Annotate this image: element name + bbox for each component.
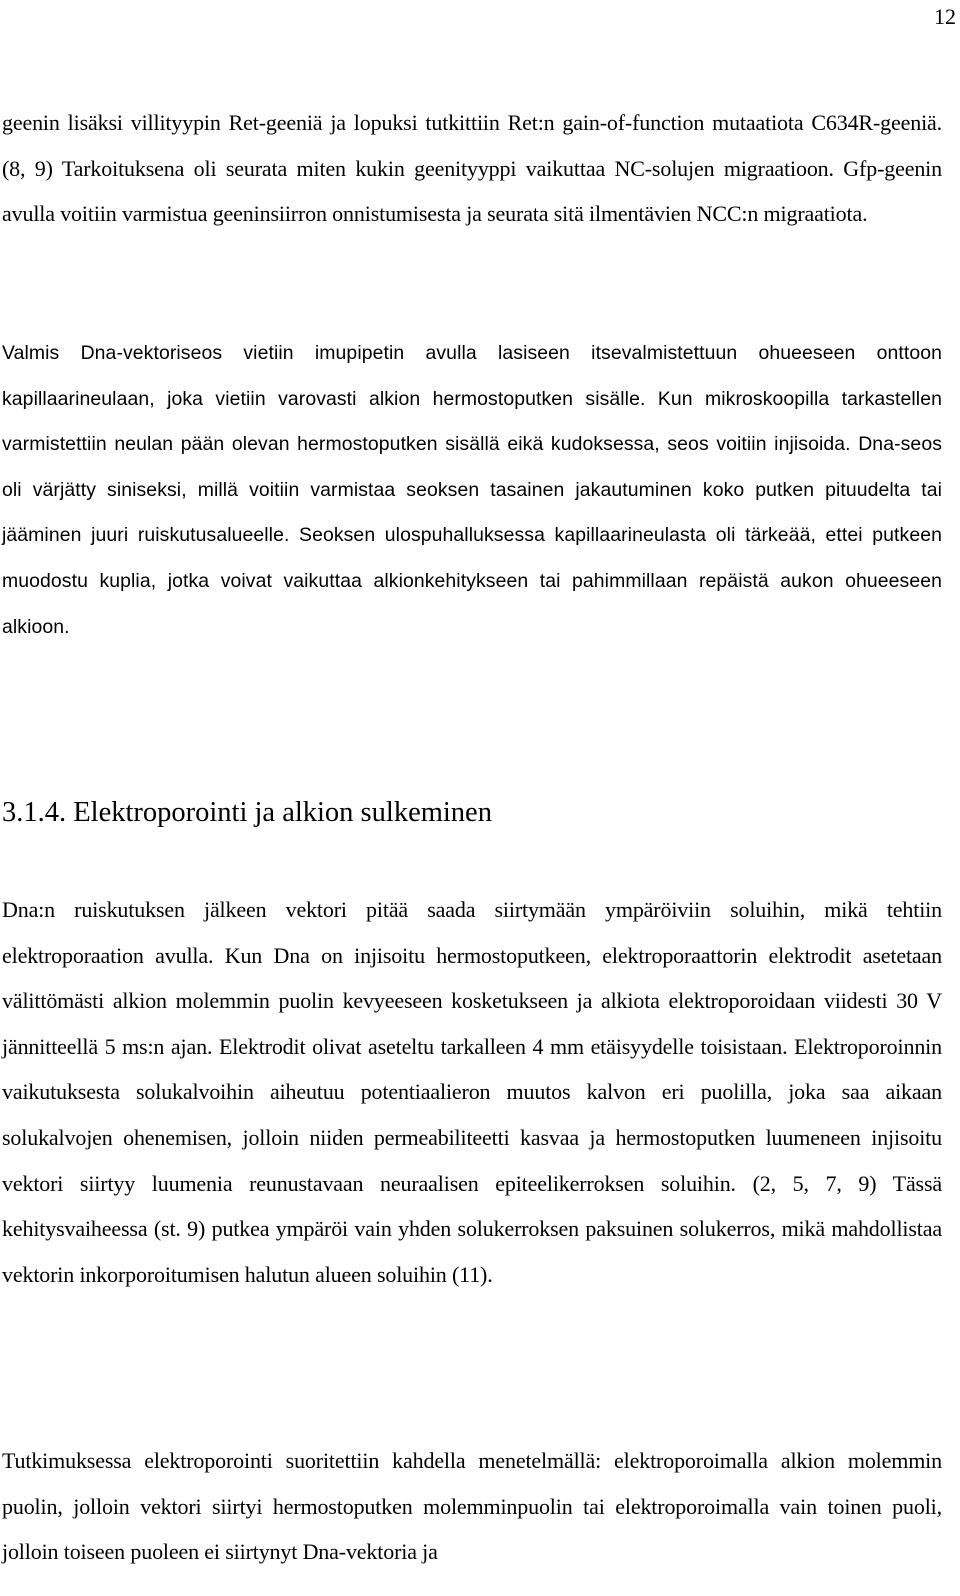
page-number: 12 [934, 4, 956, 29]
paragraph-gene-migration: geenin lisäksi villityypin Ret-geeniä ja lopuksi tutkittiin Ret:n gain-of-function mutaatiota C634R-geeniä. (8, 9) Tarkoituksena oli seurata miten kukin geenityyppi vaikuttaa NC-solujen migraatioon. Gfp-geenin avulla voitiin varmistua geeninsiirron onnistumisesta ja seurata sitä ilmentävien NCC:n migraatiota. [2, 110, 942, 227]
paragraph-electroporation-methods: Tutkimuksessa elektroporointi suoritettiin kahdella menetelmällä: elektroporoimalla alkion molemmin puolin, jolloin vektori siirtyi hermostoputken molemminpuolin tai elektroporoimalla vain toinen puoli, jolloin toiseen puoleen ei siirtynyt Dna-vektoria ja [2, 1448, 942, 1565]
section-heading: 3.1.4. Elektroporointi ja alkion sulkeminen [2, 797, 492, 828]
paragraph-electroporation: Dna:n ruiskutuksen jälkeen vektori pitää saada siirtymään ympäröiviin soluihin, mikä tehtiin elektroporaation avulla. Kun Dna on injisoitu hermostoputkeen, elektroporaattorin elektrodit asetetaan välittömästi alkion molemmin puolin kevyeeseen kosketukseen ja alkiota elektroporoidaan viidesti 30 V jännitteellä 5 ms:n ajan. Elektrodit olivat aseteltu tarkalleen 4 mm etäisyydelle toisistaan. Elektroporoinnin vaikutuksesta solukalvoihin aiheutuu potentiaalieron muutos kalvon eri puolilla, joka saa aikaan solukalvojen ohenemisen, jolloin niiden permeabiliteetti kasvaa ja hermostoputken luumeneen injisoitu vektori siirtyy luumenia reunustavaan neuraalisen epiteelikerroksen soluihin. (2, 5, 7, 9) Tässä kehitysvaiheessa (st. 9) putkea ympäröi vain yhden solukerroksen paksuinen solukerros, mikä mahdollistaa vektorin inkorporoitumisen halutun alueen soluihin (11). [2, 897, 942, 1287]
paragraph-dna-injection: Valmis Dna-vektoriseos vietiin imupipetin avulla lasiseen itsevalmistettuun ohueeseen onttoon kapillaarineulaan, joka vietiin varovasti alkion hermostoputken sisälle. Kun mikroskoopilla tarkastellen varmistettiin neulan pään olevan hermostoputken sisällä eikä kudoksessa, seos voitiin injisoida. Dna-seos oli värjätty siniseksi, millä voitiin varmistaa seoksen tasainen jakautuminen koko putken pituudelta tai jääminen juuri ruiskutusalueelle. Seoksen ulospuhalluksessa kapillaarineulasta oli tärkeää, ettei putkeen muodostu kuplia, jotka voivat vaikuttaa alkionkehitykseen tai pahimmillaan repäistä aukon ohueeseen alkioon. [2, 342, 942, 638]
